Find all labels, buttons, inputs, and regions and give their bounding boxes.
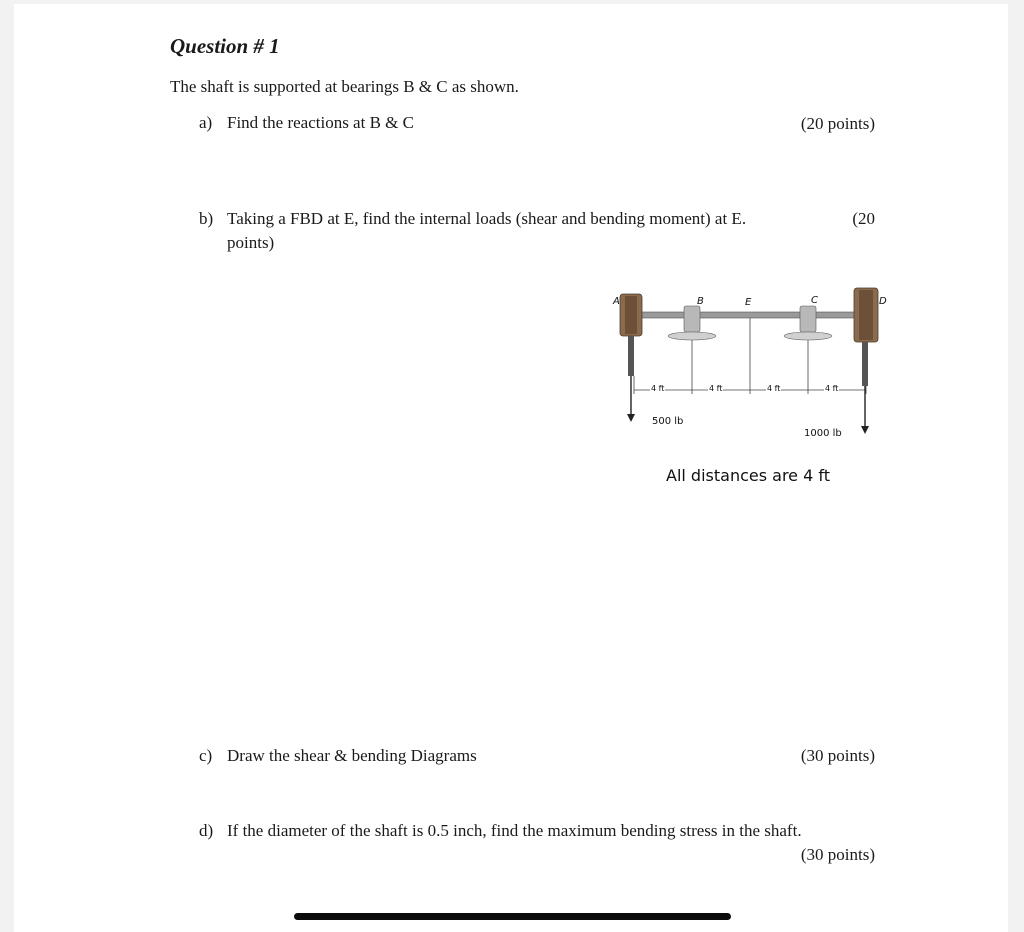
bearing-b xyxy=(684,306,700,332)
part-d-letter: d) xyxy=(199,821,214,840)
part-a-text: Find the reactions at B & C xyxy=(227,113,414,132)
part-a-letter: a) xyxy=(199,113,213,132)
bearing-c-base xyxy=(784,332,832,340)
pulley-a-inner xyxy=(625,296,637,334)
dimension-label-1: 4 ft xyxy=(651,384,665,393)
figure-caption: All distances are 4 ft xyxy=(666,466,830,485)
intro-text: The shaft is supported at bearings B & C as shown. xyxy=(170,77,519,96)
part-c-text: Draw the shear & bending Diagrams xyxy=(227,746,477,765)
belt-a xyxy=(628,336,634,376)
load-label-left: 500 lb xyxy=(652,416,684,427)
part-b-points: (20 xyxy=(852,209,875,228)
dimension-label-3: 4 ft xyxy=(767,384,781,393)
label-d: D xyxy=(879,296,887,307)
part-b-text-line2: points) xyxy=(227,233,275,252)
part-d-text: If the diameter of the shaft is 0.5 inch, find the maximum bending stress in the shaft. xyxy=(227,821,802,840)
label-a: A xyxy=(613,296,620,307)
shaft xyxy=(628,312,868,318)
dimension-label-2: 4 ft xyxy=(709,384,723,393)
question-title: Question # 1 xyxy=(170,34,280,58)
pulley-d-inner xyxy=(859,290,873,340)
load-label-right: 1000 lb xyxy=(804,428,842,439)
part-c-letter: c) xyxy=(199,746,213,765)
label-c: C xyxy=(811,295,818,306)
shaft-figure xyxy=(610,266,902,494)
belt-d xyxy=(862,342,868,386)
dimension-label-4: 4 ft xyxy=(825,384,839,393)
part-b-text-line1: Taking a FBD at E, find the internal loads (shear and bending moment) at E. xyxy=(227,209,747,228)
label-b: B xyxy=(697,296,704,307)
bearing-b-base xyxy=(668,332,716,340)
part-b-letter: b) xyxy=(199,209,214,228)
part-c-points: (30 points) xyxy=(800,746,875,765)
load-arrowhead-right xyxy=(861,426,869,434)
load-arrowhead-left xyxy=(627,414,635,422)
label-e: E xyxy=(745,297,752,308)
bearing-c xyxy=(800,306,816,332)
part-d-points: (30 points) xyxy=(800,845,875,864)
part-a-points: (20 points) xyxy=(800,114,875,133)
home-indicator[interactable] xyxy=(294,913,731,920)
shaft-diagram xyxy=(610,266,902,494)
